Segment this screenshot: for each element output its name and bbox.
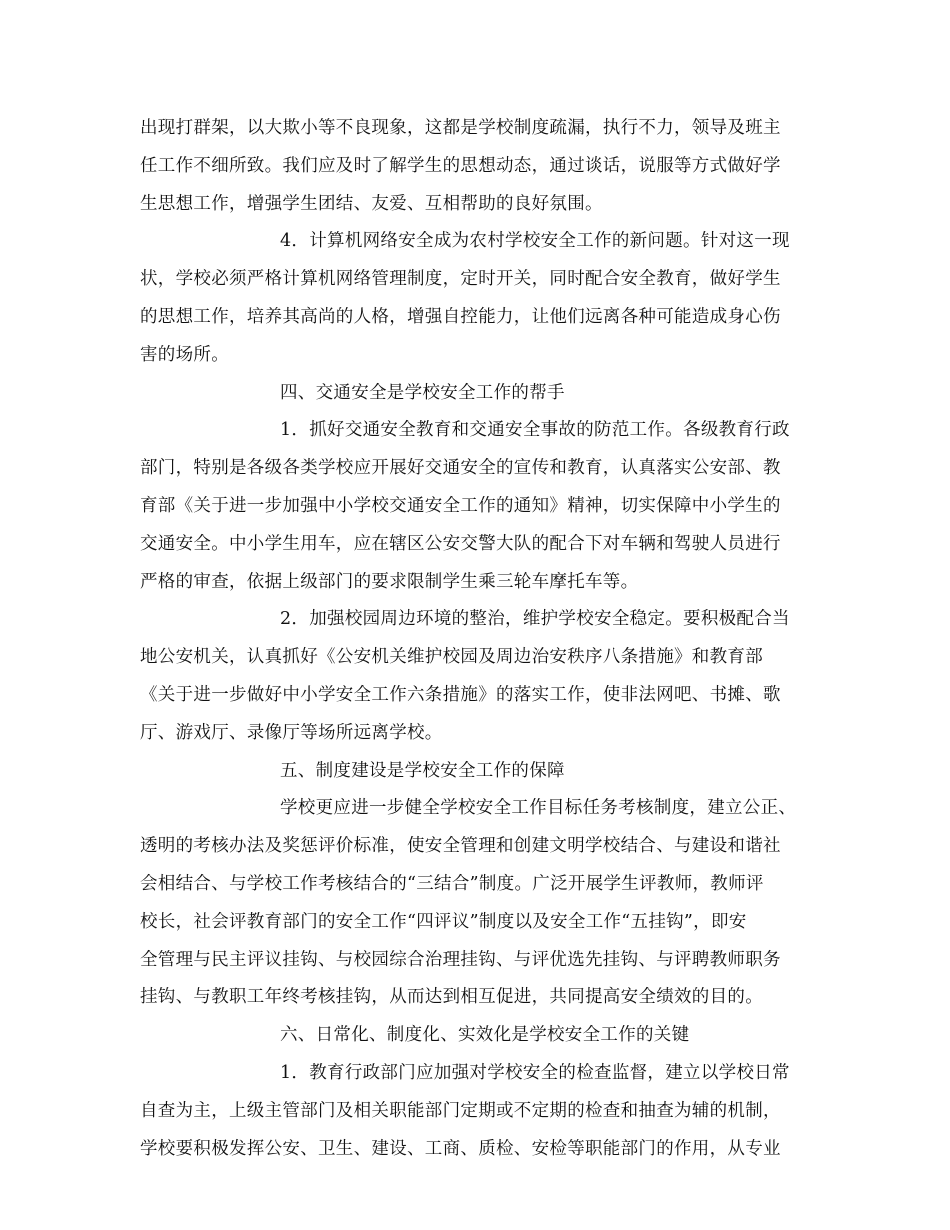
text-line: 地公安机关，认真抓好《公安机关维护校园及周边治安秩序八条措施》和教育部 — [140, 647, 763, 668]
text-line: 1．教育行政部门应加强对学校安全的检查监督，建立以学校日常 — [280, 1062, 790, 1083]
text-line: 交通安全。中小学生用车，应在辖区公安交警大队的配合下对车辆和驾驶人员进行 — [140, 533, 781, 554]
text-line: 育部《关于进一步加强中小学校交通安全工作的通知》精神，切实保障中小学生的 — [140, 495, 781, 516]
text-line: 生思想工作，增强学生团结、友爱、互相帮助的良好氛围。 — [140, 193, 603, 214]
text-line: 会相结合、与学校工作考核结合的“三结合”制度。广泛开展学生评教师，教师评 — [140, 873, 764, 894]
text-line: 状，学校必须严格计算机网络管理制度，定时开关，同时配合安全教育，做好学生 — [140, 269, 781, 290]
text-line: 全管理与民主评议挂钩、与校园综合治理挂钩、与评优选先挂钩、与评聘教师职务 — [140, 949, 781, 970]
text-line: 自查为主，上级主管部门及相关职能部门定期或不定期的检查和抽查为辅的机制， — [140, 1100, 781, 1121]
text-line: 学校要积极发挥公安、卫生、建设、工商、质检、安检等职能部门的作用，从专业 — [140, 1138, 781, 1159]
text-line: 厅、游戏厅、录像厅等场所远离学校。 — [140, 722, 443, 743]
text-line: 五、制度建设是学校安全工作的保障 — [280, 760, 565, 781]
text-line: 严格的审查，依据上级部门的要求限制学生乘三轮车摩托车等。 — [140, 571, 639, 592]
text-line: 《关于进一步做好中小学安全工作六条措施》的落实工作，使非法网吧、书摊、歌 — [140, 684, 781, 705]
text-line: 透明的考核办法及奖惩评价标准，使安全管理和创建文明学校结合、与建设和谐社 — [140, 836, 781, 857]
text-line: 害的场所。 — [140, 344, 229, 365]
text-line: 任工作不细所致。我们应及时了解学生的思想动态，通过谈话，说服等方式做好学 — [140, 155, 781, 176]
text-line: 的思想工作，培养其高尚的人格，增强自控能力，让他们远离各种可能造成身心伤 — [140, 306, 781, 327]
text-line: 1．抓好交通安全教育和交通安全事故的防范工作。各级教育行政 — [280, 420, 790, 441]
text-line: 挂钩、与教职工年终考核挂钩，从而达到相互促进，共同提高安全绩效的目的。 — [140, 987, 763, 1008]
text-line: 六、日常化、制度化、实效化是学校安全工作的关键 — [280, 1025, 690, 1046]
text-line: 四、交通安全是学校安全工作的帮手 — [280, 382, 565, 403]
text-line: 校长，社会评教育部门的安全工作“四评议”制度以及安全工作“五挂钩”，即安 — [140, 911, 747, 932]
text-line: 出现打群架，以大欺小等不良现象，这都是学校制度疏漏，执行不力，领导及班主 — [140, 118, 781, 138]
document-body — [140, 110, 830, 1168]
text-line: 部门，特别是各级各类学校应开展好交通安全的宣传和教育，认真落实公安部、教 — [140, 458, 781, 479]
text-line: 2．加强校园周边环境的整治，维护学校安全稳定。要积极配合当 — [280, 609, 790, 630]
text-line: 4．计算机网络安全成为农村学校安全工作的新问题。针对这一现 — [280, 231, 790, 252]
text-line: 学校更应进一步健全学校安全工作目标任务考核制度，建立公正、 — [280, 798, 797, 819]
